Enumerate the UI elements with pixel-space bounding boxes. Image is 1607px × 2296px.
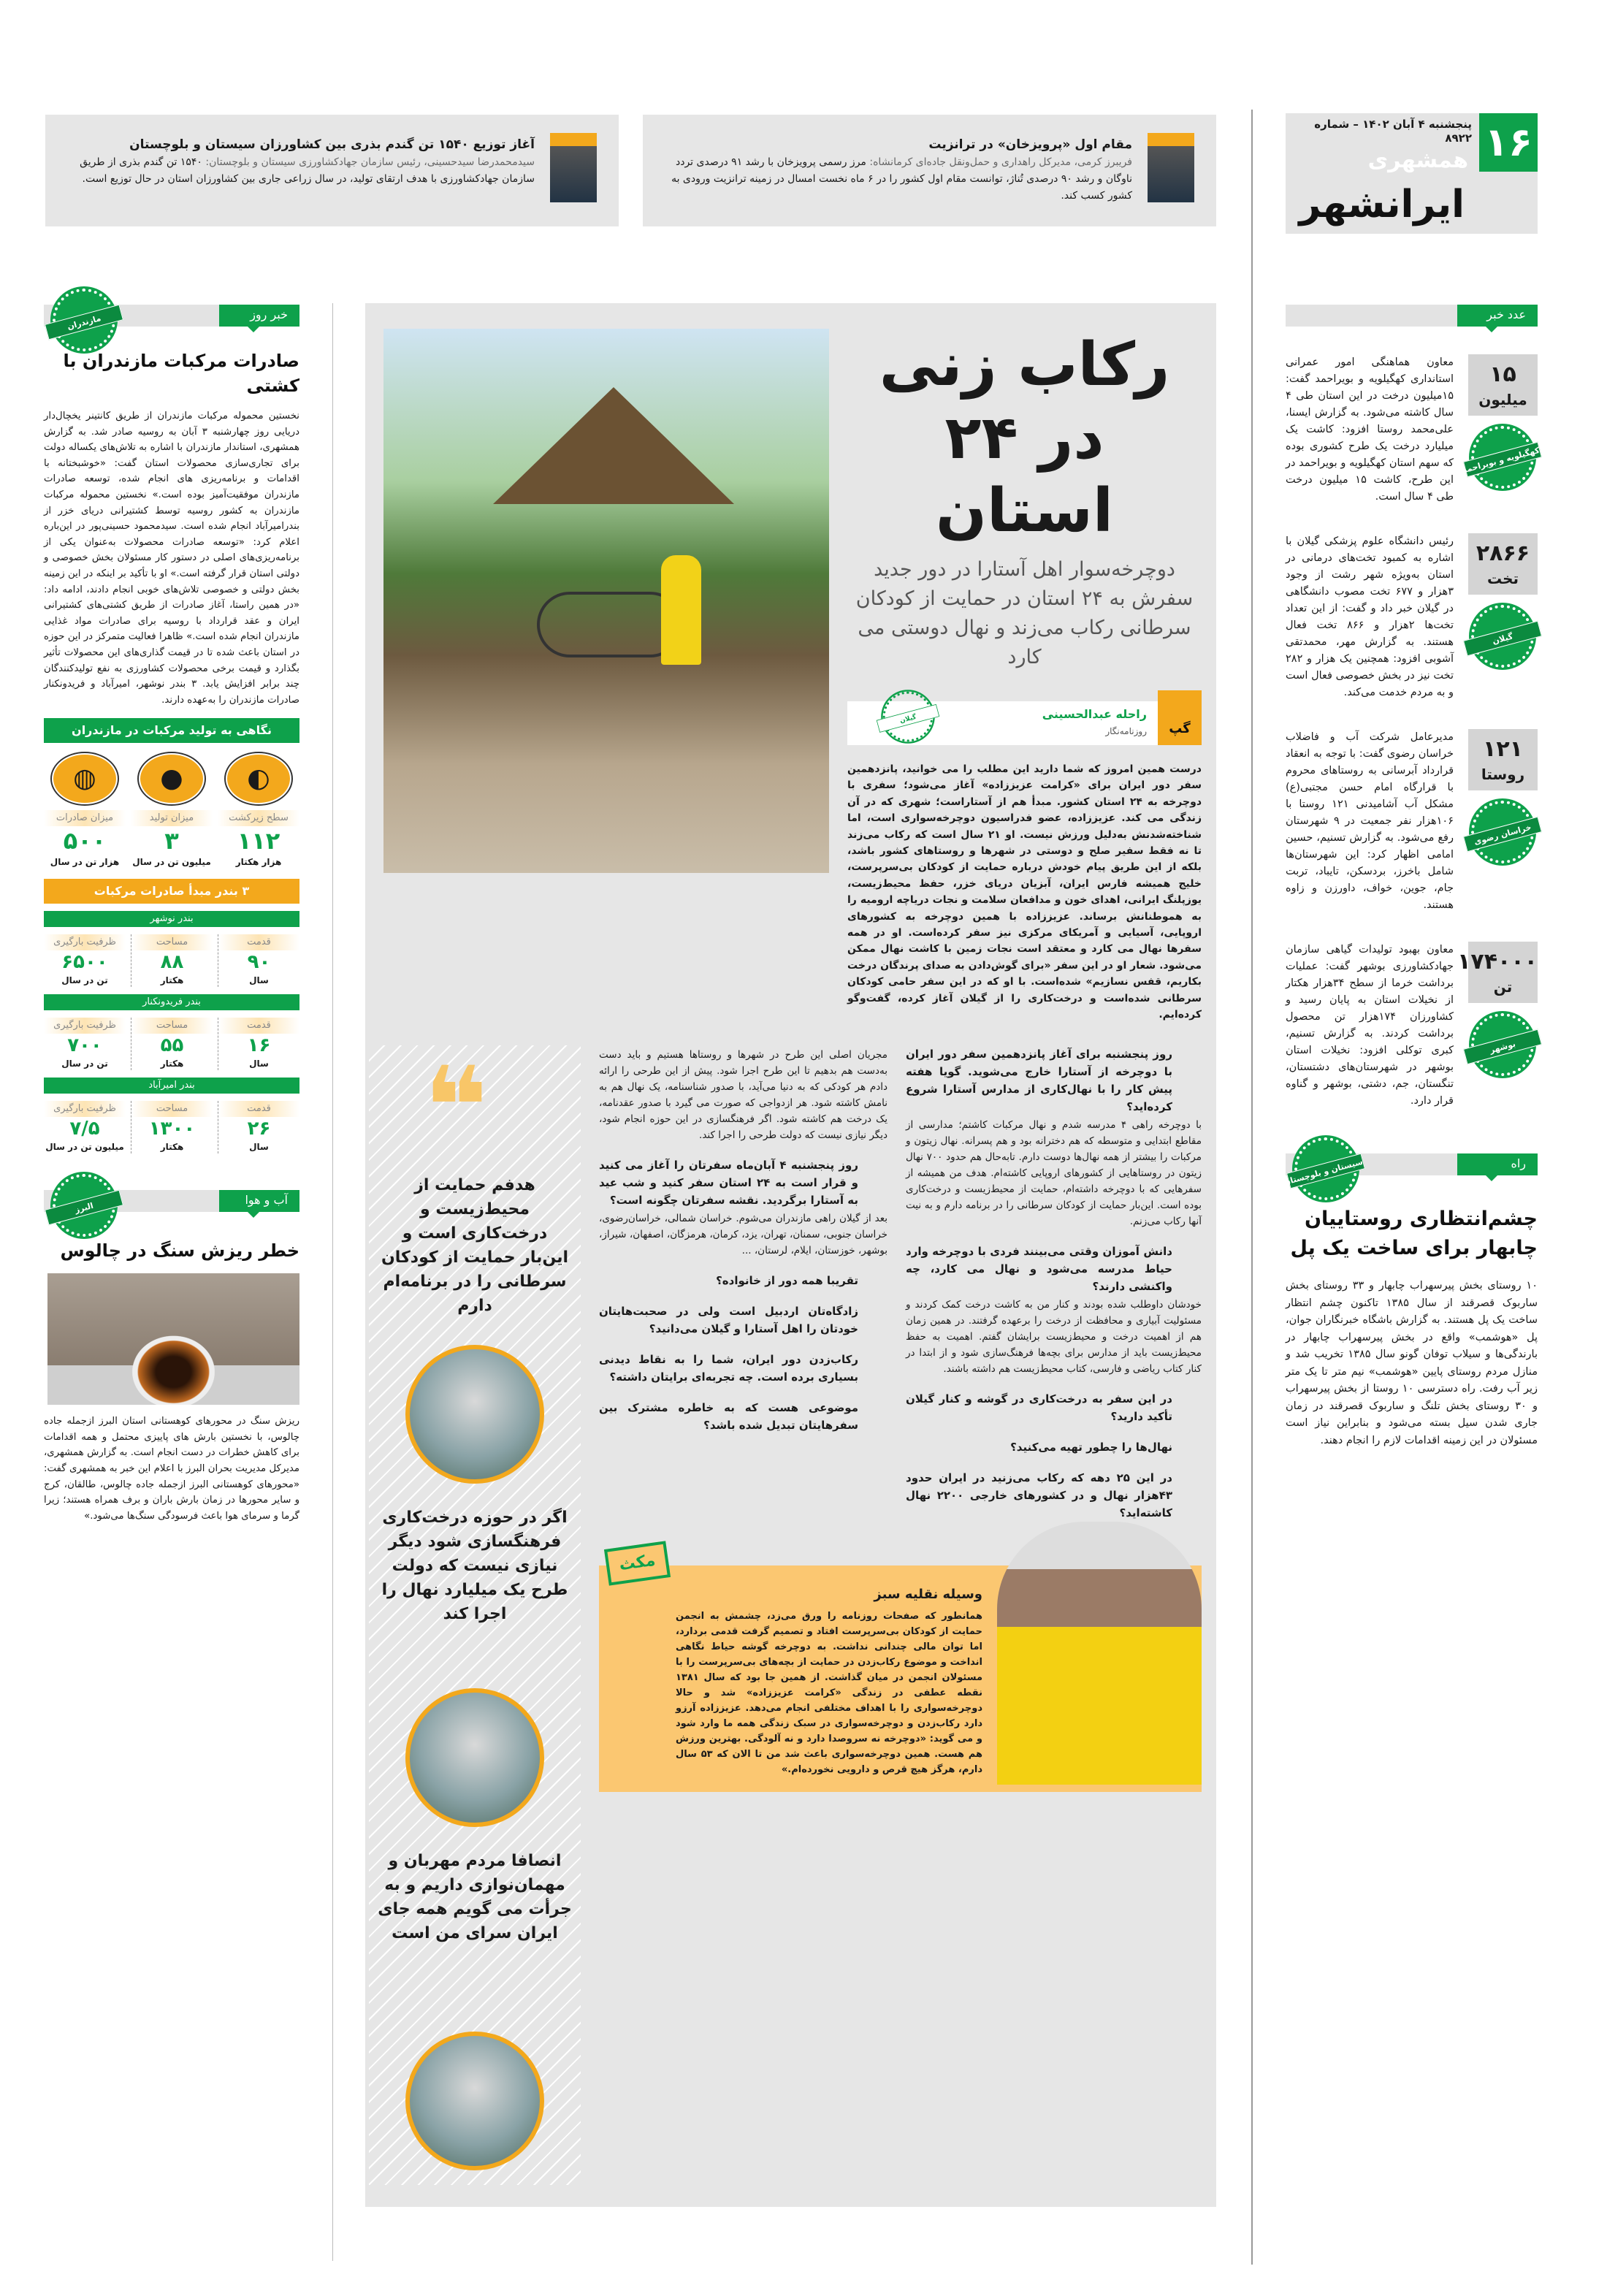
page-number: ۱۶ <box>1479 113 1538 172</box>
article-body: نخستین محموله مرکبات مازندران از طریق کانتینر یخچال‌دار دریایی روز چهارشنبه ۳ آبان به روسیه صادر شد. به گزارش همشهری، استاندار مازندران با اشاره به تلاش‌های یکساله دولت برای تجاری‌سازی محصولات استان گفت: «خوشبختانه با اقدامات و برنامه‌ریزی های انجام شده، توسعه صادرات مازندران موفقیت‌آمیز بوده است.» نخستین محموله مرکبات مازندران به کشور روسیه توسط کشتیرانی دریای خزر از بندرامیرآباد انجام شده است. سیدمحمود حسینی‌پور در این‌باره اعلام کرد: «توسعه صادرات محصولات به‌عنوان یکی از برنامه‌ریزی‌های اصلی در دستور کار مسئولان بخش خصوصی و دولتی استان قرار گرفته است.» او با تأکید بر اینکه در این زمینه بخش دولتی و خصوصی تلاش‌های خوبی انجام دادند، ادامه داد: «در همین راستا، آغاز صادرات از طریق کشتی‌های کشتیرانی ایران و عقد قرارداد با روسیه برای صادرات مواد غذایی مازندران انجام شده است.» ظاهرا فعالیت متمرکز در این حوزه در استان باعث شده تا در قیمت گذاری‌های این محصولات تأثیر بگذارد و قیمت برخی محصولات کشاورزی به نفع تولیدکنندگان چند برابر افزایش یابد. ۳ بندر نوشهر، امیرآباد و فریدونکنار صادرات مازندران را به‌عهده دارند. <box>44 411 299 706</box>
news-text: سیدمحمدرضا سیدحسینی، رئیس سازمان جهادکشاورزی سیستان و بلوچستان: ۱۵۴۰ تن گندم بذری از طریق سازمان جهادکشاورزی با هدف ارتقای تولید، در سال زراعی جاری بین کشاورزان استان در حال توزیع است. <box>80 156 535 185</box>
number-news-text: مدیرعامل شرکت آب و فاضلاب خراسان رضوی گفت: با توجه به انعقاد قرارداد آبرسانی به روستاهای محروم با قرارگاه امام حسن مجتبی(ع) مشکل آب آشامیدنی ۱۲۱ روستا با ۱۰۶هزار نفر جمعیت در ۹ شهرستان رفع می‌شود. به گزارش تسنیم، حسین امامی اظهار کرد: این شهرستان‌ها شامل باخرز، بردسکن، تایباد، تربت جام، جوین، خواف، داورزن و زاوه هستند. <box>1286 731 1454 911</box>
author-name: راحله عبدالحسینی <box>1042 707 1147 721</box>
interview-answer: مجریان اصلی این طرح در شهرها و روستاها هستیم و باید دست به‌دست هم بدهیم تا این طرح اجرا شود. پیش از این طرحی را ارائه دادم هر کودکی که به دنیا می‌آید، با صدور شناسنامه، یک نهال هم به نامش کاشته شود. هر ازدواجی که صورت می گیرد با صدور عقدنامه، یک درخت هم کاشته شود. اگر فرهنگسازی در این حوزه انجام شود، دیگر نیازی نیست که دولت طرحی را اجرا کند. <box>599 1048 888 1141</box>
port-stat-cell: مساحت ۸۸ هکتار <box>131 934 213 987</box>
interview-question: روز پنجشنبه ۴ آبان‌ماه سفرتان را آغاز می کنید و قرار است به ۲۴ استان سفر کنید و شب عید به آستارا برگردید. نقشه سفرتان چگونه است؟ <box>599 1158 858 1207</box>
port-stat-cell: قدمت ۹۰ سال <box>218 934 299 987</box>
port-row <box>44 927 299 987</box>
section-header-road: راه سیستان و بلوچستان <box>1286 1153 1538 1175</box>
number-unit: روستا <box>1481 766 1525 783</box>
top-news-item <box>643 115 1216 226</box>
column-divider <box>1251 110 1253 2265</box>
province-stamp: سیستان و بلوچستان <box>1294 1137 1357 1200</box>
number-value: ۱۵ <box>1489 362 1516 387</box>
port-stat-cell: قدمت ۲۶ سال <box>218 1101 299 1153</box>
number-unit: تخت <box>1486 570 1519 587</box>
feature-intro: درست همین امروز که شما دارید این مطلب را می خوانید، پانزدهمین سفر دور ایران برای «کرامت عزیززاده» آغاز می‌شود؛ سفری با دوچرخه به ۲۴ استان کشور. مبدأ هم از آستاراست؛ شهری که در آن زندگی می کند. عزیززاده، عضو فدراسیون دوچرخه‌سواری است، اما شناخته‌شدنش به‌دلیل ورزش نیست. او ۲۱ سال است که رکاب می‌زند تا نه فقط سفیر صلح و دوستی در شهرها و روستاهای کشور باشد، بلکه از این طریق پیام خودش درباره حمایت از کودکان بی‌سرپرست، خلیج همیشه فارس ایران، آبزیان دریای خزر، حفظ محیط‌زیست، یوزپلنگ ایرانی، اهدای خون و مدافعان سلامت و نجات دریاچه ارومیه را به هموطنانش برساند. عزیززاده با همین دوچرخه به کشورهای اروپایی، آسیایی و آمریکای مرکزی نیز سفر کرده‌است. او در همه سفرها نهال می کارد و معتقد است نجات زمین با کاشت نهال ممکن می‌شود. شعار او در این سفر «برای گوش‌دادن به صدای پرندگان درخت بکاریم، قفس نسازیم» شده‌است. با او که در این سفر حامی کودکان سرطانی شده‌است و درخت‌کاری را از گیلان آغاز کرده، گفت‌وگو کرده‌ایم. <box>847 763 1202 1021</box>
port-stat-cell: مساحت ۱۳۰۰ هکتار <box>131 1101 213 1153</box>
news-title: آغاز توزیع ۱۵۴۰ تن گندم بذری بین کشاورزان سیستان و بلوچستان <box>129 137 535 152</box>
number-box <box>1457 942 1538 1003</box>
interview-question: روز پنجشنبه برای آغاز پانزدهمین سفر دور ایران با دوچرخه از آستارا خارج می‌شوید. گویا هفته پیش کار را با نهال‌کاری از مدارس آستارا شروع کرده‌اید؟ <box>906 1047 1172 1113</box>
feature-photo <box>383 329 829 873</box>
sidebar-box <box>599 1551 1202 1792</box>
export-globe-icon: ◍ <box>52 753 118 804</box>
pull-quote: انصافا مردم مهربان و مهمان‌نوازی داریم و به جرأت می گویم همه جای ایران سرای من است <box>378 1851 572 1942</box>
number-news-item <box>1286 354 1541 506</box>
interview-question: نهال‌ها را چطور تهیه می‌کنید؟ <box>1010 1440 1172 1454</box>
port-stat-cell: ظرفیت بارگیری ۷/۵ میلیون تن در سال <box>44 1101 126 1153</box>
province-stamp: گیلان <box>883 692 934 742</box>
number-box <box>1468 729 1538 790</box>
ports-title: ۳ بندر مبدأ صادرات مرکبات <box>44 879 299 904</box>
publication-logo: همشهری <box>1367 148 1468 173</box>
news-title: مقام اول «پرویزخان» در ترانزیت <box>928 137 1132 152</box>
port-name: بندر نوشهر <box>44 911 299 927</box>
stat-cell: ◍ میزان صادرات ۵۰۰ هزار تن در سال <box>44 750 126 869</box>
article-title: خطر ریزش سنگ در چالوس <box>60 1240 299 1262</box>
port-name: بندر فریدونکنار <box>44 994 299 1010</box>
number-news-item <box>1286 729 1538 914</box>
province-stamp: کهگیلویه و بویراحمد <box>1471 426 1534 489</box>
sidebar-text: همانطور که صفحات روزنامه را ورق می‌زد، چشمش به انجمن حمایت از کودکان بی‌سرپرست افتاد و تصمیم گرفت قدمی بردارد، اما توان مالی چندانی نداشت. به دوچرخه گوشه حیاط نگاهی انداخت و موضوع رکاب‌زدن در حمایت از بچه‌های بی‌سرپرست را با مسئولان انجمن در میان گذاشت. از همین جا بود که سال ۱۳۸۱ نقطه عطفی در زندگی «کرامت عزیززاده» شد و حالا دوچرخه‌سواری را با اهداف مختلفی انجام می‌دهد. عزیززاده آرزو دارد رکاب‌زدن و دوچرخه‌سواری در سبک زندگی همه ما وارد شود و می گوید: «دوچرخه نه سروصدا دارد و نه آلودگی. بهترین ورزش هم هست. همین دوچرخه‌سواری باعث شد من تا الان که ۵۳ سال دارم، هرگز هیچ قرص و دارویی نخورده‌ام.» <box>676 1610 982 1775</box>
interview-column-right <box>906 1045 1202 1522</box>
interview-answer: خودشان داوطلب شده بودند و کنار من به کاشت درخت کمک کردند و مسئولیت آبیاری و محافظت از درخت را برعهده گرفتند. در همین زمان هم از اهمیت درخت و محیط‌زیست برایشان گفتم. اهمیت به حفظ محیط‌زیست باید از مدارس برای بچه‌ها فرهنگ‌سازی شود و از ابتدا در کنار کتاب ریاضی و فارسی، کتاب محیط‌زیست هم داشته باشند. <box>906 1298 1202 1375</box>
hut-shape <box>493 387 734 504</box>
circle-photo-cyclists <box>405 1688 544 1827</box>
number-news-item <box>1286 533 1538 701</box>
province-stamp: گیلان <box>1471 605 1534 668</box>
cyclist-photo <box>997 1522 1202 1785</box>
infographic-stats <box>44 743 299 869</box>
port-stat-cell: قدمت ۱۶ سال <box>218 1018 299 1070</box>
article-title: صادرات مرکبات مازندران با کشتی <box>63 351 299 396</box>
person-photo <box>1148 133 1194 202</box>
pull-quote: هدفم حمایت از محیط‌زیست و درخت‌کاری است و این‌بار حمایت از کودکان سرطانی را در برنامه‌ام دارم <box>381 1175 569 1315</box>
section-title: ایرانشهر <box>1299 183 1465 226</box>
infographic-title: نگاهی به تولید مرکبات در مازندران <box>44 718 299 743</box>
sidebar-title: وسیله نقلیه سبز <box>874 1586 982 1602</box>
author-role: روزنامه‌نگار <box>1105 726 1147 736</box>
feature-header <box>847 329 1202 1023</box>
left-column <box>44 305 299 1524</box>
article-body: ۱۰ روستای بخش پیرسهراب چابهار و ۳۳ روستای بخش ساربوک قصرقند از سال ۱۳۸۵ تاکنون چشم انتظار ساخت یک پل هستند. به گزارش باشگاه خبرنگاران جوان، پل «هوشمب» واقع در بخش پیرسهراب چابهار در بارندگی‌ها و سیلاب توفان گونو سال ۱۳۸۵ تخریب شد و منازل مردم روستای پایین «هوشمب» نیم متر تا یک متر زیر آب رفت. راه دسترسی ۱۰ روستا از بخش پیرسهراب و ۳۰ روستای بخش تلنگ و ساربوک قصرقند در زمان جاری شدن سیل بسته می‌شود و بنابراین نیاز است مسئولان در این زمینه اقدامات لازم را انجام دهند. <box>1286 1280 1538 1446</box>
province-stamp: بوشهر <box>1471 1013 1534 1076</box>
feature-headline: رکاب زنی در ۲۴ استان <box>879 330 1170 546</box>
number-news-text: رئیس دانشگاه علوم پزشکی گیلان با اشاره به کمبود تخت‌های درمانی در استان به‌ویژه شهر رشت از وجود ۳هزار و ۶۷۷ تخت مصوب دانشگاهی در گیلان خبر داد و گفت: از این تعداد تخت‌ها ۲هزار و ۸۶۶ تخت فعال هستند. به گزارش مهر، محمدتقی آشوبی افزود: همچنین یک هزار و ۲۸۲ تخت نیز در بخش خصوصی فعال است و به مردم خدمت می‌کند. <box>1286 535 1454 698</box>
column-divider <box>332 303 333 2261</box>
number-value: ۱۷۴۰۰۰ <box>1457 949 1538 975</box>
interview-question: در این سفر به درخت‌کاری در گوشه و کنار گیلان تأکید دارید؟ <box>906 1392 1172 1423</box>
number-box <box>1468 354 1538 416</box>
number-value: ۲۸۶۶ <box>1476 541 1530 566</box>
quote-mark-icon: ❝ <box>424 1043 489 1171</box>
province-stamp: مازندران <box>53 289 115 351</box>
sidebar-label: مکث <box>604 1541 671 1585</box>
news-text: فریبرز کرمی، مدیرکل راهداری و حمل‌ونقل جاده‌ای کرمانشاه: مرز رسمی پرویزخان با رشد ۹۱ درصدی تردد ناوگان و رشد ۹۰ درصدی تُناژ، توانست مقام اول کشور را در ۶ ماه نخست امسال در زمینه ترانزیت ورودی به کشور کسب کند. <box>671 156 1132 202</box>
interview-question: دانش آموزان وقتی می‌بینند فردی با دوچرخه وارد حیاط مدرسه می‌شود و نهال می کارد، چه واکنشی دارند؟ <box>906 1244 1172 1293</box>
port-stat-cell: ظرفیت بارگیری ۷۰۰ تن در سال <box>44 1018 126 1070</box>
interview-answer: با دوچرخه راهی ۴ مدرسه شدم و نهال مرکبات کاشتم؛ مدارسی از مقاطع ابتدایی و متوسطه که هم دخترانه بود و هم پسرانه. نهال زیتون و مرکبات را بیشتر از همه نهال‌ها دوست دارم. تابه‌حال هم حدود ۷۰۰ نهال زیتون در روستاهایی از کشورهای اروپایی کاشته‌ام. هدف من همیشه از سفرهایی که با دوچرخه داشته‌ام، حمایت از محیط‌زیست و درخت‌کاری بوده است. این‌بار حمایت از کودکان سرطانی را در برنامه دارم و به نیت آنها رکاب می‌زنم. <box>906 1118 1202 1227</box>
number-value: ۱۲۱ <box>1483 736 1523 762</box>
right-column <box>1282 305 1541 1449</box>
article-title: چشم‌انتظاری روستاییان چابهار برای ساخت یک پل <box>1290 1208 1538 1259</box>
numbers-section <box>1286 354 1541 1110</box>
feature-deck: دوچرخه‌سوار اهل آستارا در دور جدید سفرش به ۲۴ استان در حمایت از کودکان سرطانی رکاب می‌زند و نهال دوستی می کارد <box>855 558 1194 668</box>
byline <box>847 701 1202 745</box>
tunnel-photo <box>47 1273 299 1405</box>
interview-question: زادگاه‌تان اردبیل است ولی در صحبت‌هایتان خودتان را اهل آستارا و گیلان می‌دانید؟ <box>599 1304 858 1335</box>
number-news-text: معاون بهبود تولیدات گیاهی سازمان جهادکشاورزی بوشهر گفت: عملیات برداشت خرما از سطح ۳۴هزار هکتار از نخیلات استان به پایان رسید و کشاورزان ۱۷۴هزار تن محصول برداشت کردند. به گزارش تسنیم، کبری توکلی افزود: نخیلات استان بوشهر در شهرستان‌های دشتستان، تنگستان، جم، دشتی، بوشهر و گناوه قرار دارد. <box>1286 944 1454 1107</box>
citrus-fruit-icon: ● <box>139 753 205 804</box>
masthead <box>1286 113 1538 234</box>
kicker-label: گپ <box>1158 690 1202 745</box>
port-name: بندر امیرآباد <box>44 1078 299 1094</box>
port-row <box>44 1010 299 1070</box>
number-news-item <box>1286 942 1538 1110</box>
interview-question: موضوعی هست که به خاطره مشترک بین سفرهایتان تبدیل شده باشد؟ <box>599 1400 858 1432</box>
stat-cell: ● میزان تولید ۳ میلیون تن در سال <box>131 750 213 869</box>
port-stat-cell: ظرفیت بارگیری ۶۵۰۰ تن در سال <box>44 934 126 987</box>
interview-column-left <box>599 1045 888 1522</box>
circle-photo-group <box>405 1345 544 1484</box>
pull-quote-column <box>369 1045 581 2185</box>
number-unit: تن <box>1493 978 1513 996</box>
interview-question: در این ۲۵ دهه که رکاب می‌زنید در ایران حدود ۴۳هزار نهال و در کشورهای خارجی ۲۲۰۰ نهال کاشته‌اید؟ <box>906 1471 1173 1519</box>
ports-table <box>44 911 299 1153</box>
circle-photo-banner <box>405 2032 544 2170</box>
stat-cell: ◐ سطح زیرکشت ۱۱۲ هزار هکتار <box>218 750 299 869</box>
feature-article <box>365 303 1216 2207</box>
province-stamp: البرز <box>53 1174 115 1237</box>
section-header-news: خبر روز مازندران <box>44 305 299 327</box>
province-stamp: خراسان رضوی <box>1471 801 1534 863</box>
port-stat-cell: مساحت ۵۵ هکتار <box>131 1018 213 1070</box>
section-header-numbers: عدد خبر <box>1286 305 1538 327</box>
section-header-weather: آب و هوا البرز <box>44 1190 299 1212</box>
number-news-text: معاون هماهنگی امور عمرانی استانداری کهگیلویه و بویراحمد گفت: ۱۵میلیون درخت در این استان طی ۴ سال کاشته می‌شود. به گزارش ایسنا، علی‌محمد روستا افزود: کاشت یک میلیارد درخت یک طرح کشوری بوده که سهم استان کهگیلویه و بویراحمد در این طرح، کاشت ۱۵ میلیون درخت طی ۴ سال است. <box>1286 356 1454 503</box>
orange-slice-icon: ◐ <box>226 753 291 804</box>
interview-answer: بعد از گیلان راهی مازندران می‌شوم. خراسان شمالی، خراسان‌رضوی، خراسان جنوبی، سمنان، تهران، یزد، کرمان، هرمزگان، اصفهان، شیراز، بوشهر، خوزستان، ایلام، لرستان، ... <box>599 1212 888 1256</box>
cyclist-shape <box>661 555 701 665</box>
interview-question: تقریبا همه دور از خانواده؟ <box>716 1273 858 1287</box>
article-body: ریزش سنگ در محورهای کوهستانی استان البرز ازجمله جاده چالوس، با نخستین بارش های پاییزی محتمل و همه اقدامات برای کاهش خطرات در دست انجام است. به گزارش همشهری، مدیرکل مدیریت بحران البرز با اعلام این خبر به همشهری گفت: «محورهای کوهستانی البرز ازجمله جاده چالوس، طالقان، کرج و سایر محورها در زمان بارش باران و برف همراه هستند؛ زیرا گرما و سرمای هوا باعث فرسودگی سنگ‌ها می‌شود.» <box>44 1416 299 1522</box>
top-news-item <box>45 115 619 226</box>
person-photo <box>550 133 597 202</box>
interview-question: رکاب‌زدن دور ایران، شما را به نقاط دیدنی بسیاری برده است. چه تجربه‌ای برایتان داشته؟ <box>599 1352 858 1384</box>
port-row <box>44 1094 299 1153</box>
number-unit: میلیون <box>1478 391 1527 408</box>
number-box <box>1468 533 1538 595</box>
pull-quote: اگر در حوزه درخت‌کاری فرهنگسازی شود دیگر نیازی نیست که دولت طرح یک میلیارد نهال را اجرا کند <box>381 1508 568 1623</box>
issue-date: پنجشنبه ۴ آبان ۱۴۰۲ – شماره ۸۹۲۲ <box>1314 118 1472 145</box>
